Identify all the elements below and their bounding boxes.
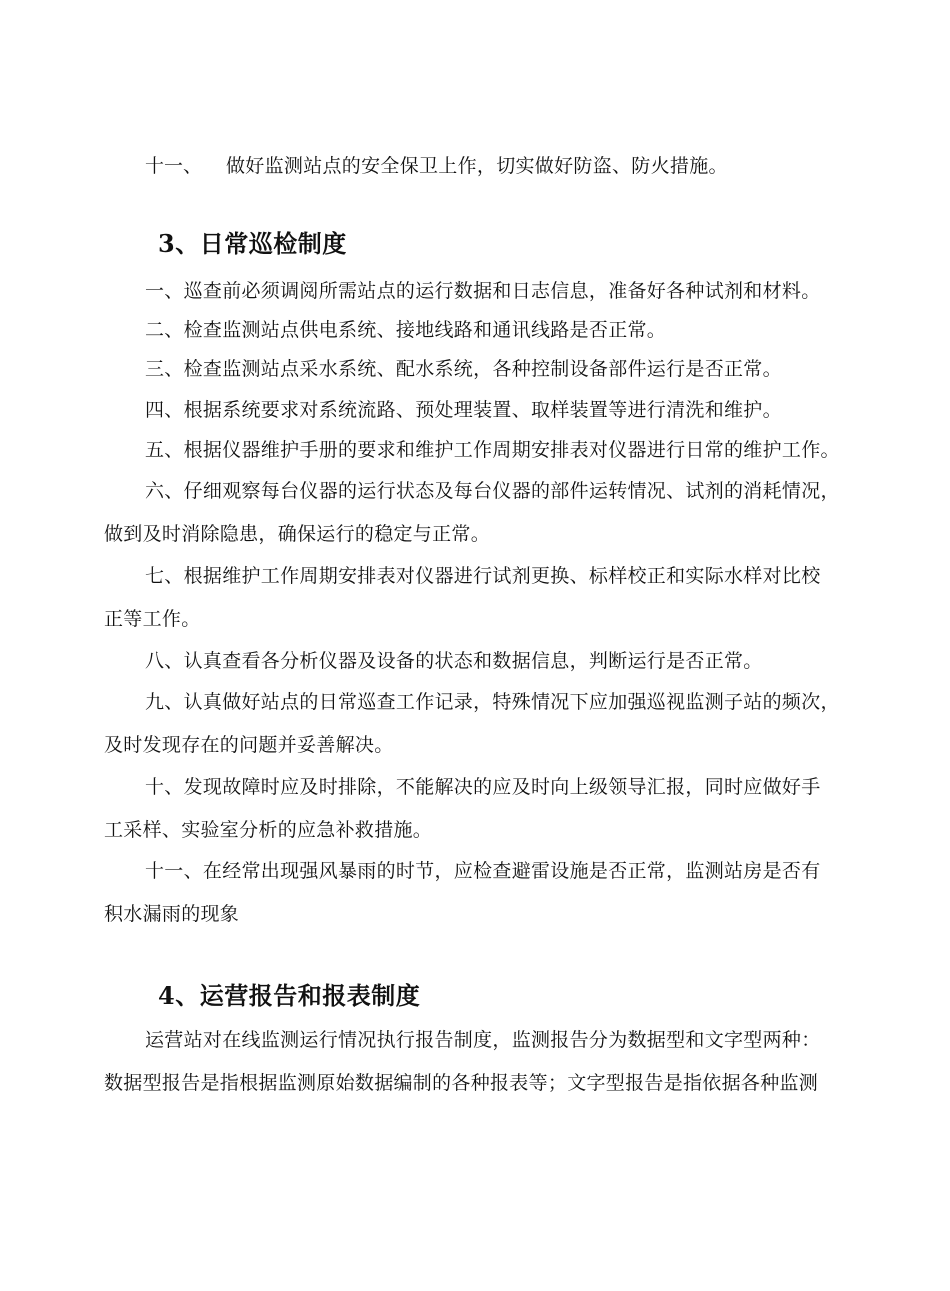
paragraph-line: 九、认真做好站点的日常巡查工作记录，特殊情况下应加强巡视监测子站的频次， [145, 691, 840, 713]
section-heading: 3、日常巡检制度 [158, 229, 347, 258]
paragraph-line: 十一、在经常出现强风暴雨的时节，应检查避雷设施是否正常，监测站房是否有 [145, 860, 821, 882]
paragraph-line: 运营站对在线监测运行情况执行报告制度，监测报告分为数据型和文字型两种： [145, 1029, 821, 1051]
paragraph-line: 做到及时消除隐患，确保运行的稳定与正常。 [104, 523, 491, 545]
paragraph-line: 正等工作。 [104, 608, 201, 630]
paragraph-line: 积水漏雨的现象 [104, 903, 240, 925]
paragraph-line: 做好监测站点的安全保卫上作，切实做好防盗、防火措施。 [226, 155, 728, 177]
paragraph-line: 十、发现故障时应及时排除，不能解决的应及时向上级领导汇报，同时应做好手 [145, 776, 821, 798]
paragraph-line: 七、根据维护工作周期安排表对仪器进行试剂更换、标样校正和实际水样对比校 [145, 565, 821, 587]
paragraph-line: 数据型报告是指根据监测原始数据编制的各种报表等；文字型报告是指依据各种监测 [104, 1072, 819, 1094]
paragraph-line: 二、检查监测站点供电系统、接地线路和通讯线路是否正常。 [145, 319, 667, 341]
paragraph-line: 及时发现存在的问题并妥善解决。 [104, 734, 394, 756]
section-heading: 4、运营报告和报表制度 [158, 981, 421, 1010]
item-number: 十一、 [145, 155, 203, 177]
paragraph-line: 三、检查监测站点采水系统、配水系统，各种控制设备部件运行是否正常。 [145, 358, 782, 380]
paragraph-line: 八、认真查看各分析仪器及设备的状态和数据信息，判断运行是否正常。 [145, 650, 763, 672]
paragraph-line: 四、根据系统要求对系统流路、预处理装置、取样装置等进行清洗和维护。 [145, 399, 782, 421]
paragraph-line: 工采样、实验室分析的应急补救措施。 [104, 819, 433, 841]
paragraph-line: 一、巡查前必须调阅所需站点的运行数据和日志信息，准备好各种试剂和材料。 [145, 280, 821, 302]
paragraph-line: 六、仔细观察每台仪器的运行状态及每台仪器的部件运转情况、试剂的消耗情况， [145, 480, 840, 502]
paragraph-line: 五、根据仪器维护手册的要求和维护工作周期安排表对仪器进行日常的维护工作。 [145, 439, 840, 461]
